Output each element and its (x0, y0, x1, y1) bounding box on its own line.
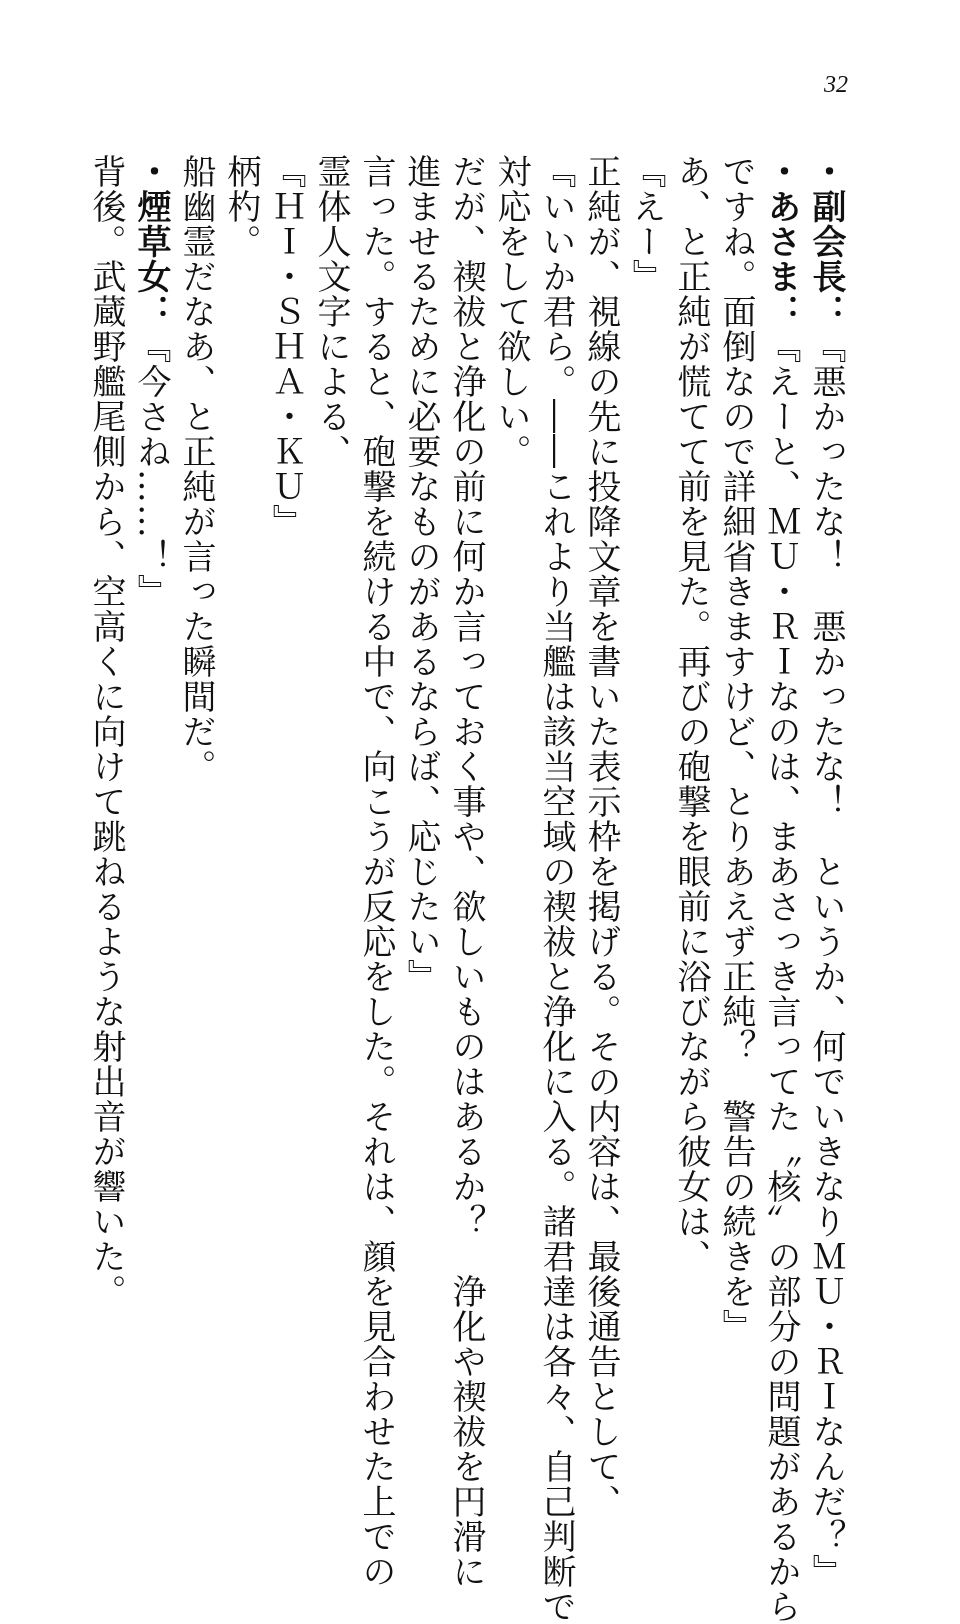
narration-line (578, 154, 623, 1519)
narration-line (668, 154, 713, 1304)
line-text: 船幽霊だなあ、と正純が言った瞬間だ。 (176, 154, 216, 784)
dialogue-line (803, 154, 848, 1589)
narration-line (353, 154, 398, 1589)
page-number: 32 (824, 72, 848, 98)
narration-line (173, 154, 218, 1304)
dialogue-line (488, 154, 533, 1304)
line-text: 正純が、視線の先に投降文章を書いた表示枠を掲げる。その内容は、最後通告として、 (581, 154, 621, 1519)
narration-line (308, 154, 353, 1304)
dialogue-line (623, 154, 668, 1304)
line-text: 進ませるために必要なものがあるならば、応じたい』 (401, 154, 441, 994)
line-text: 『今さね……！』 (131, 329, 171, 609)
line-text: 『悪かったな！ 悪かったな！ というか、何でいきなりＭＵ・ＲＩなんだ？』 (806, 329, 846, 1589)
narration-line (218, 154, 263, 1304)
body-text (83, 154, 848, 1624)
line-text: あ、と正純が慌てて前を見た。再びの砲撃を眼前に浴びながら彼女は、 (671, 154, 711, 1274)
dialogue-line (443, 154, 488, 1589)
speaker-label: ・副会長： (806, 154, 846, 329)
dialogue-line (713, 154, 758, 1344)
dialogue-line (758, 154, 803, 1624)
line-text: 『えーと、ＭＵ・ＲＩなのは、まあさっき言ってた〝核〟の部分の問題があるから (761, 329, 801, 1624)
dialogue-line (398, 154, 443, 1304)
line-text: ですね。面倒なので詳細省きますけど、とりあえず正純？ 警告の続きを』 (716, 154, 756, 1344)
line-text: 柄杓。 (221, 154, 261, 259)
line-text: だが、禊祓と浄化の前に何か言っておく事や、欲しいものはあるか？ 浄化や禊祓を円滑に (446, 154, 486, 1589)
line-text: 霊体人文字による、 (311, 154, 351, 469)
dialogue-line (263, 154, 308, 1304)
line-text: 背後。武蔵野艦尾側から、空高くに向けて跳ねるような射出音が響いた。 (86, 154, 126, 1309)
line-text: 『ＨＩ・ＳＨＡ・ＫＵ』 (266, 154, 306, 539)
line-text: 『えー』 (626, 154, 666, 294)
line-text: 言った。すると、砲撃を続ける中で、向こうが反応をした。それは、顔を見合わせた上での (356, 154, 396, 1589)
line-text: 『いいか君ら。――これより当艦は該当空域の禊祓と浄化に入る。諸君達は各々、自己判断で (536, 154, 576, 1624)
speaker-label: ・あさま： (761, 154, 801, 329)
dialogue-line (128, 154, 173, 1304)
speaker-label: ・煙草女： (131, 154, 171, 329)
line-text: 対応をして欲しい。 (491, 154, 531, 469)
dialogue-line (533, 154, 578, 1624)
narration-line (83, 154, 128, 1309)
